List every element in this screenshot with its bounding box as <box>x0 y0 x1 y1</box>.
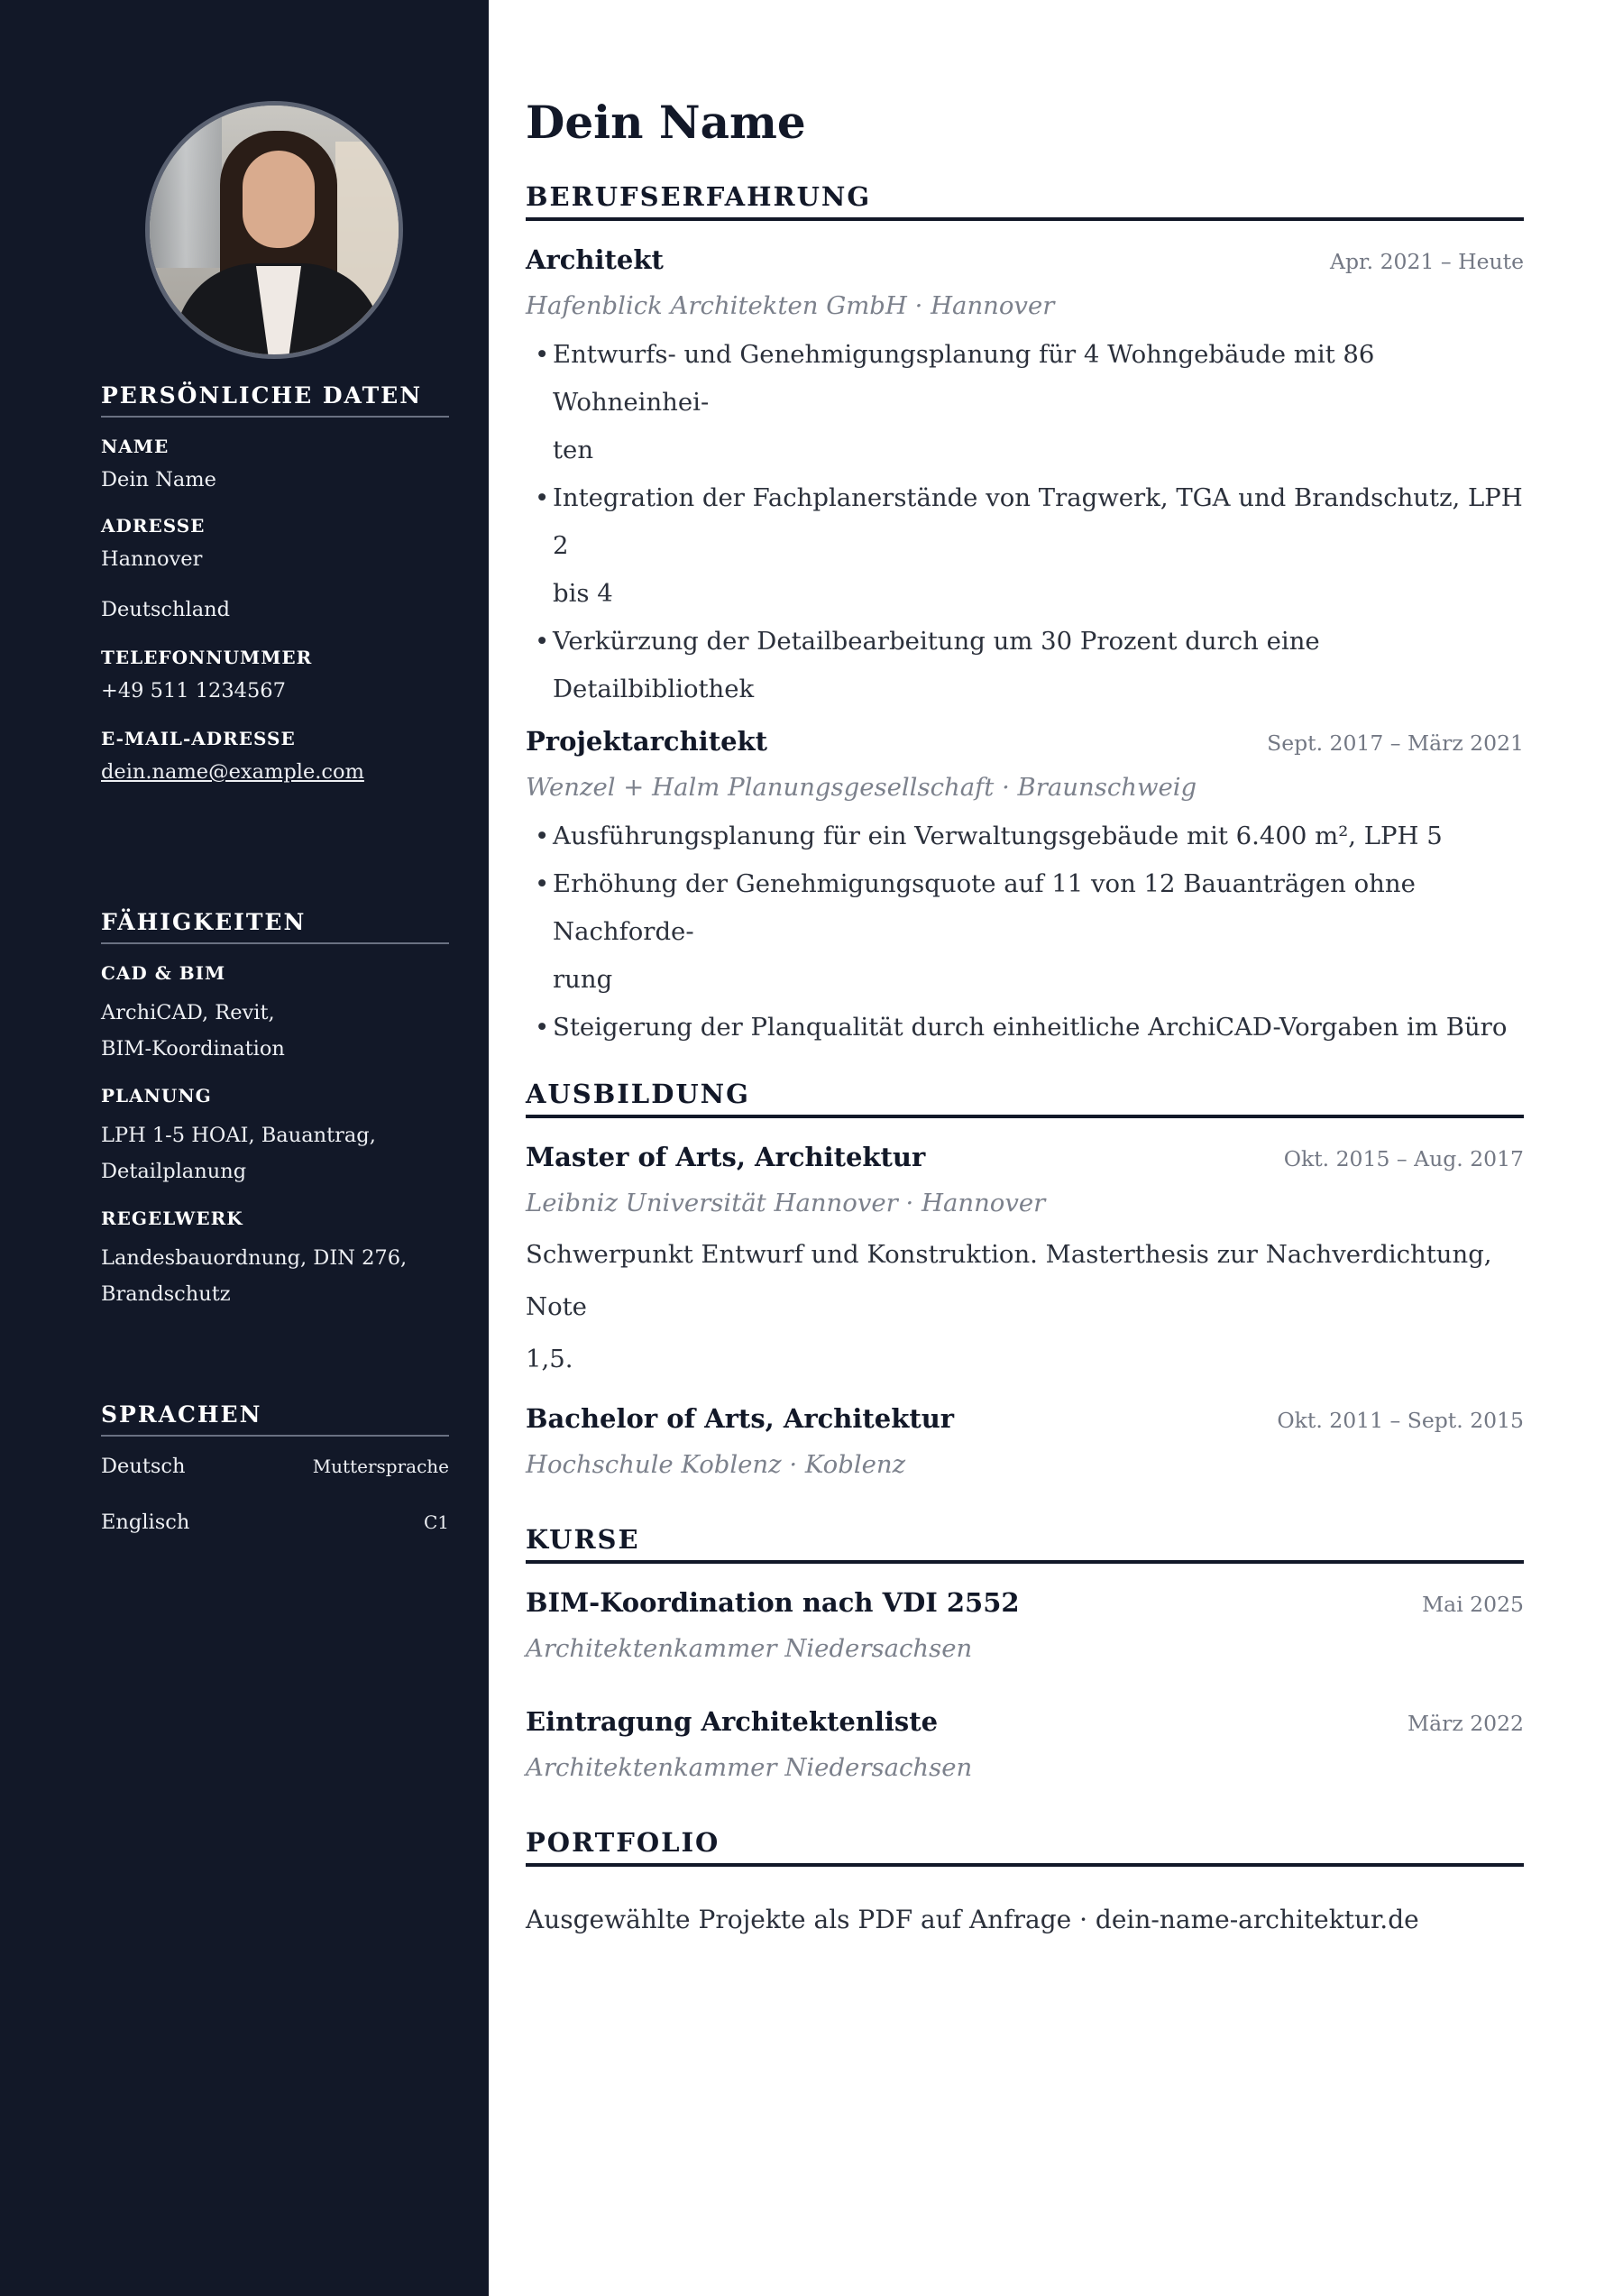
main-content <box>489 0 1623 2296</box>
degree-institution: Hochschule Koblenz · Koblenz <box>526 1450 906 1479</box>
language-level: C1 <box>423 1511 449 1533</box>
skill-group <box>101 962 449 1069</box>
language-name: Deutsch <box>101 1455 186 1478</box>
job-bullet: • Entwurfs- und Genehmigungsplanung für 4 Wohngebäude mit 86 Wohneinhei- ten <box>526 331 1524 474</box>
education-entry <box>526 1403 1524 1479</box>
course-provider: Architektenkammer Niedersachsen <box>526 1753 973 1782</box>
degree-institution: Leibniz Universität Hannover · Hannover <box>526 1189 1046 1217</box>
name-label: NAME <box>101 436 170 457</box>
language-row <box>101 1511 449 1566</box>
degree-title: Master of Arts, Architektur <box>526 1142 926 1172</box>
courses-title: KURSE <box>526 1524 1524 1564</box>
job-bullet: • Verkürzung der Detailbearbeitung um 30 Prozent durch eine Detailbibliothek <box>526 618 1524 713</box>
job-title: Projektarchitekt <box>526 726 768 757</box>
job-bullets <box>526 813 1524 1052</box>
job-bullet: • Integration der Fachplanerstände von Tragwerk, TGA und Brandschutz, LPH 2 bis 4 <box>526 474 1524 618</box>
job-bullets <box>526 331 1524 713</box>
skill-group-label: CAD & BIM <box>101 962 226 984</box>
languages-title: SPRACHEN <box>101 1401 449 1437</box>
profile-photo <box>145 101 403 359</box>
courses-section <box>526 1524 1524 1782</box>
skills-section <box>101 909 449 1314</box>
skill-group-line: BIM-Koordination <box>101 1037 285 1061</box>
candidate-name: Dein Name <box>526 96 806 149</box>
job-bullet: • Erhöhung der Genehmigungsquote auf 11 von 12 Bauanträgen ohne Nachforde- rung <box>526 860 1524 1004</box>
course-entry <box>526 1587 1524 1663</box>
job-title: Architekt <box>526 244 664 275</box>
email-link[interactable]: dein.name@example.com <box>101 760 364 784</box>
sidebar <box>0 0 489 2296</box>
experience-section <box>526 181 1524 1052</box>
course-provider: Architektenkammer Niedersachsen <box>526 1634 973 1663</box>
skill-group-line: Brandschutz <box>101 1282 231 1306</box>
skills-title: FÄHIGKEITEN <box>101 909 449 944</box>
address-label: ADRESSE <box>101 515 206 537</box>
job-company: Wenzel + Halm Planungsgesellschaft · Braunschweig <box>526 773 1197 802</box>
education-title: AUSBILDUNG <box>526 1079 1524 1118</box>
portfolio-text: Ausgewählte Projekte als PDF auf Anfrage · dein-name-architektur.de <box>526 1905 1419 1934</box>
education-section <box>526 1079 1524 1479</box>
skill-group-line: Landesbauordnung, DIN 276, <box>101 1246 408 1270</box>
experience-title: BERUFSERFAHRUNG <box>526 181 1524 221</box>
course-date: März 2022 <box>1408 1711 1524 1736</box>
personal-data-title: PERSÖNLICHE DATEN <box>101 382 449 418</box>
course-title: BIM-Koordination nach VDI 2552 <box>526 1587 1020 1618</box>
skill-group-line: LPH 1-5 HOAI, Bauantrag, <box>101 1124 376 1147</box>
phone-label: TELEFONNUMMER <box>101 647 313 668</box>
skill-group-label: PLANUNG <box>101 1085 212 1107</box>
email-label: E-MAIL-ADRESSE <box>101 728 296 749</box>
address-line-2: Deutschland <box>101 598 231 621</box>
personal-data-section <box>101 382 449 785</box>
job-entry <box>526 726 1524 1052</box>
address-line-1: Hannover <box>101 547 203 571</box>
skill-group <box>101 1085 449 1191</box>
skill-group <box>101 1208 449 1314</box>
language-level: Muttersprache <box>312 1456 449 1477</box>
job-entry <box>526 244 1524 713</box>
job-date: Apr. 2021 – Heute <box>1330 249 1524 274</box>
phone-value: +49 511 1234567 <box>101 679 286 703</box>
language-name: Englisch <box>101 1511 190 1534</box>
name-value: Dein Name <box>101 468 216 491</box>
course-entry <box>526 1706 1524 1782</box>
skill-group-label: REGELWERK <box>101 1208 243 1229</box>
course-title: Eintragung Architektenliste <box>526 1706 939 1737</box>
degree-date: Okt. 2015 – Aug. 2017 <box>1283 1146 1524 1171</box>
job-bullet: • Ausführungsplanung für ein Verwaltungsgebäude mit 6.400 m², LPH 5 <box>526 813 1524 860</box>
skill-group-line: Detailplanung <box>101 1160 247 1183</box>
language-row <box>101 1455 449 1511</box>
job-date: Sept. 2017 – März 2021 <box>1267 730 1524 756</box>
degree-title: Bachelor of Arts, Architektur <box>526 1403 955 1434</box>
skill-group-line: ArchiCAD, Revit, <box>101 1001 275 1024</box>
languages-section <box>101 1401 449 1566</box>
course-date: Mai 2025 <box>1422 1592 1524 1617</box>
portfolio-section <box>526 1827 1524 1934</box>
job-company: Hafenblick Architekten GmbH · Hannover <box>526 291 1055 320</box>
education-entry <box>526 1142 1524 1385</box>
degree-description: Schwerpunkt Entwurf und Konstruktion. Masterthesis zur Nachverdichtung, Note 1,5. <box>526 1240 1492 1373</box>
job-bullet: • Steigerung der Planqualität durch einheitliche ArchiCAD-Vorgaben im Büro <box>526 1004 1524 1052</box>
degree-date: Okt. 2011 – Sept. 2015 <box>1277 1408 1524 1433</box>
portfolio-title: PORTFOLIO <box>526 1827 1524 1867</box>
